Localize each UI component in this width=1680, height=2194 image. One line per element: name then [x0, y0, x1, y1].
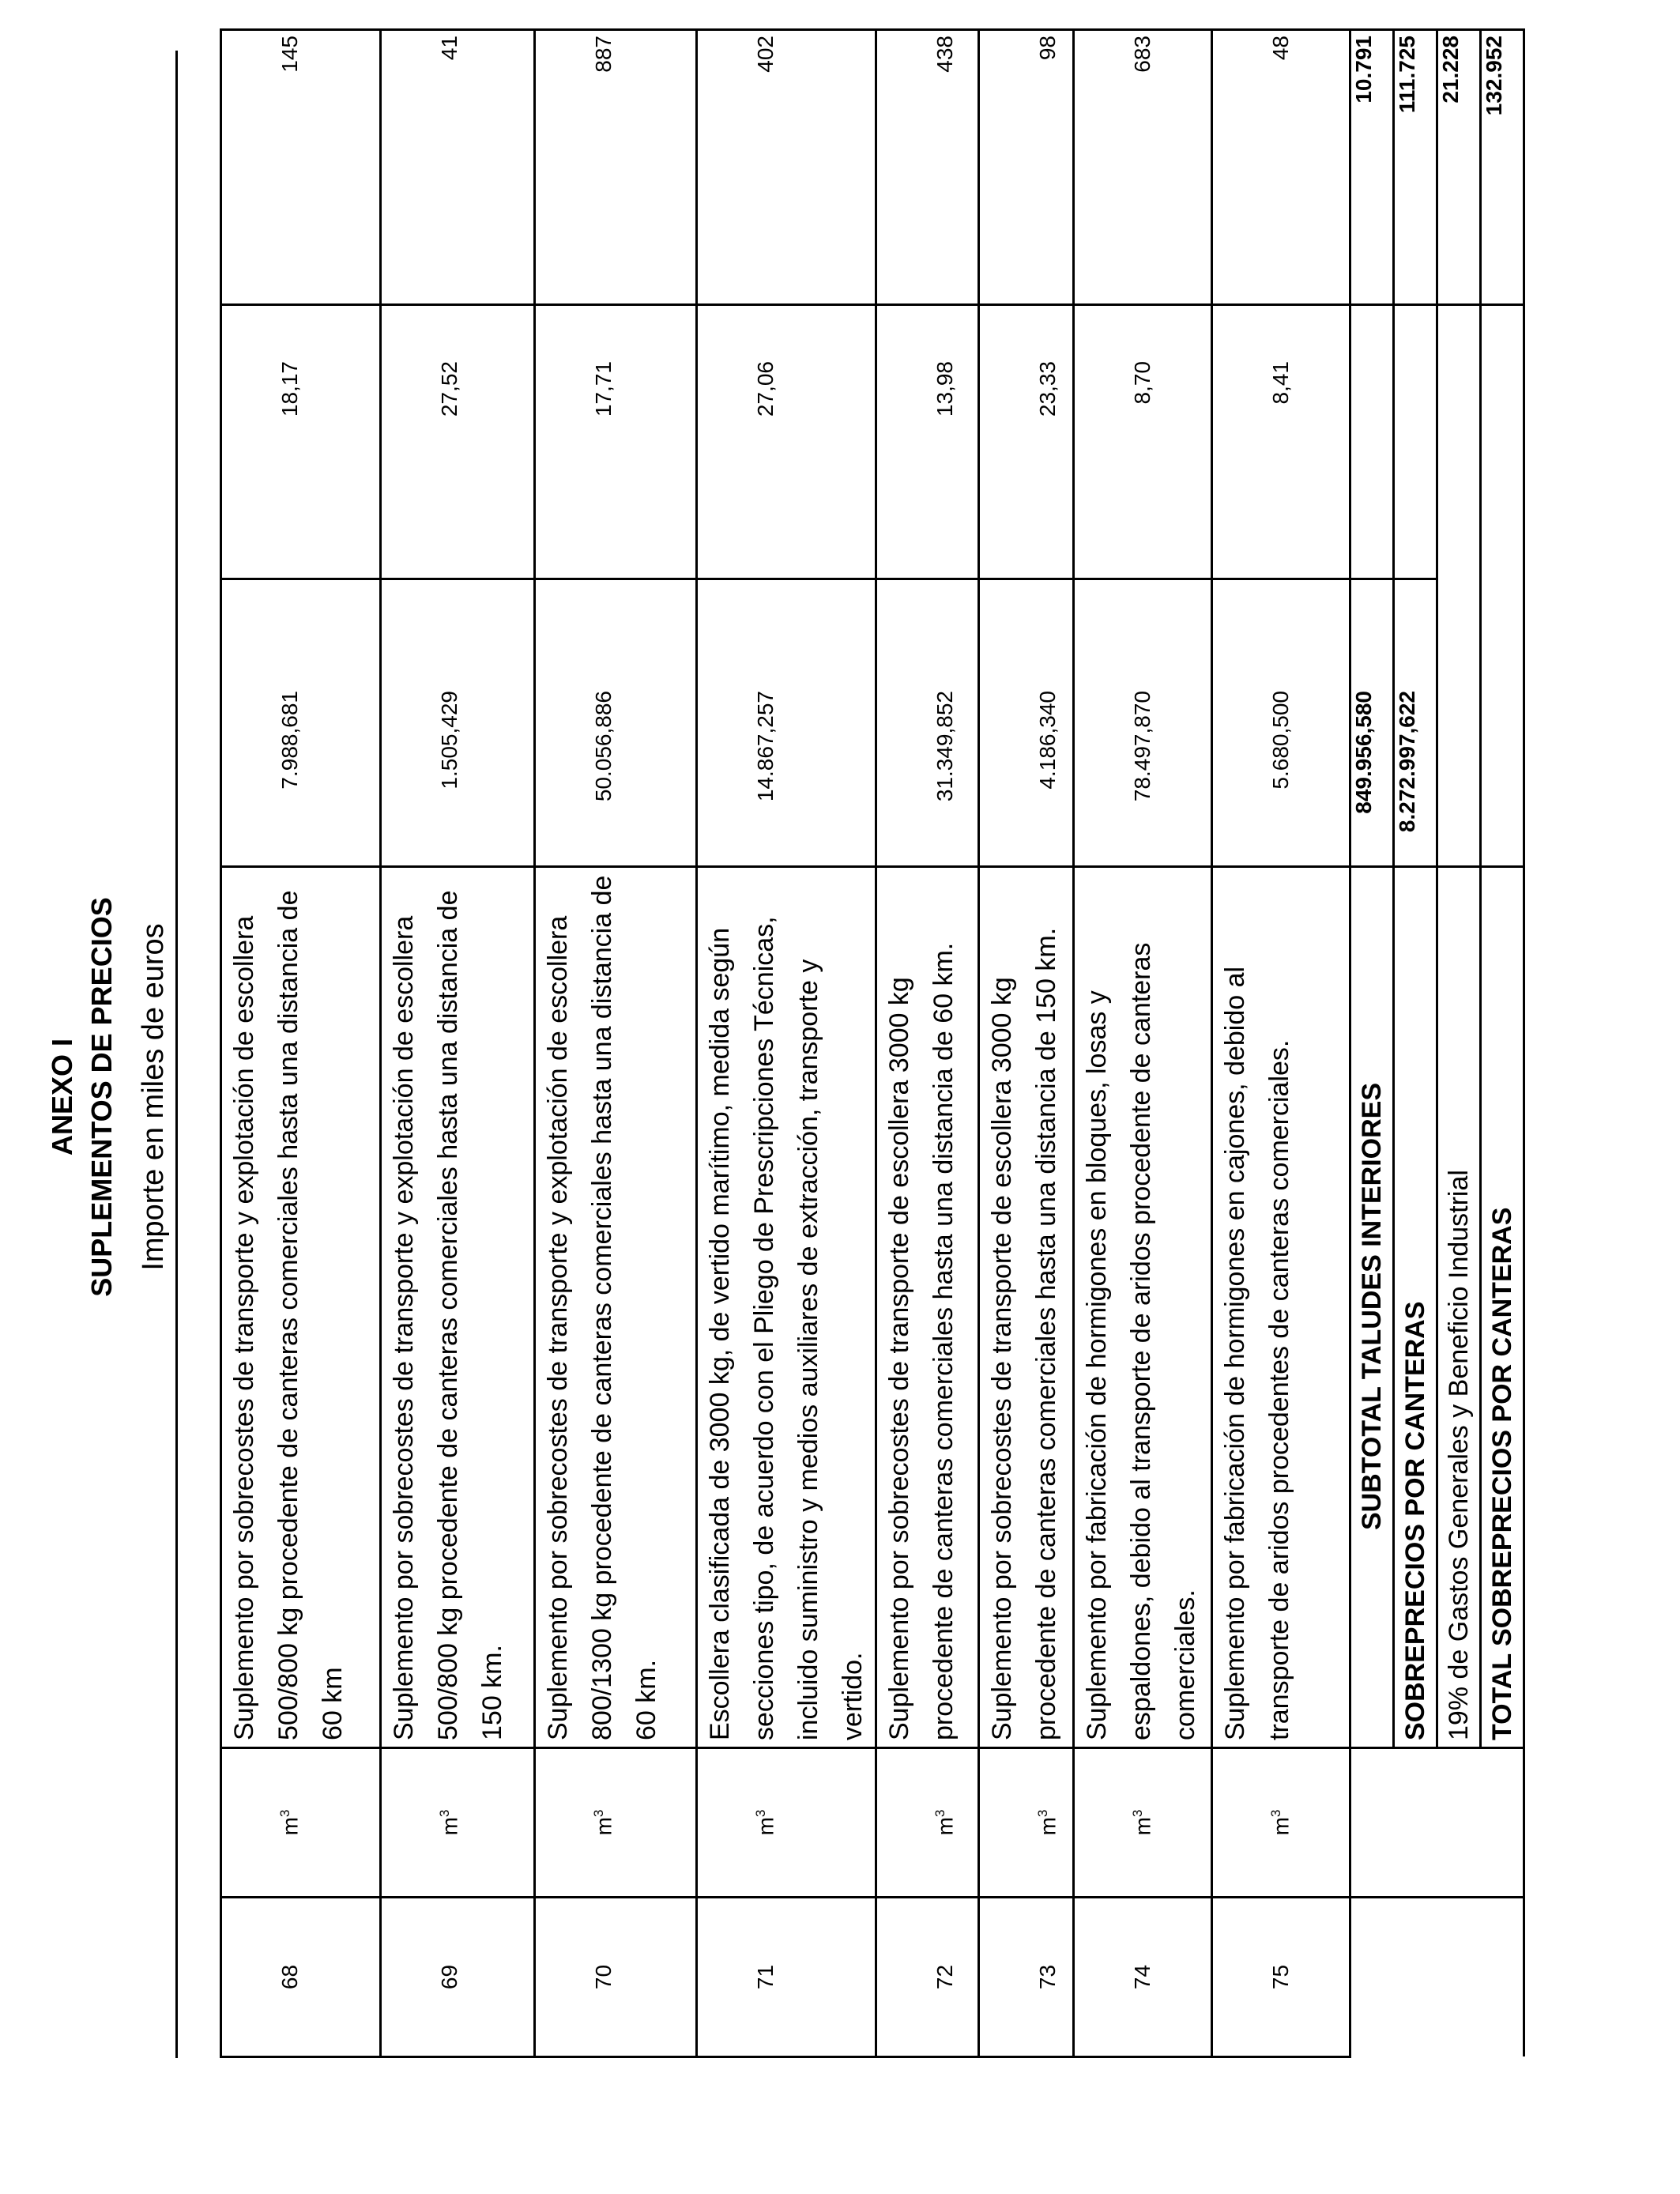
unit-exponent: 3	[753, 1809, 768, 1818]
table-body	[221, 30, 1524, 2057]
gastos-amount: 21.228	[1437, 30, 1481, 305]
item-description: Escollera clasificada de 3000 kg, de vertido marítimo, medida según secciones tipo, de acuerdo con el Pliego de Prescripciones Técnicas, incluido suministro y medios auxiliares de extracción, transporte y vertido.	[697, 867, 876, 1748]
item-price: 27,06	[697, 305, 876, 579]
item-number: 71	[697, 1898, 876, 2057]
item-quantity: 4.186,340	[979, 579, 1074, 867]
item-unit	[221, 1748, 381, 1898]
table-row	[1212, 30, 1350, 2057]
total-amount: 132.952	[1481, 30, 1524, 305]
item-amount: 98	[979, 30, 1074, 305]
sobreprecios-qty: 8.272.997,622	[1394, 579, 1437, 867]
unit-base: m	[437, 1817, 462, 1836]
item-number: 72	[876, 1898, 979, 2057]
item-description: Suplemento por sobrecostes de transporte y explotación de escollera 500/800 kg procedente de canteras comerciales hasta una distancia de 60 km	[221, 867, 381, 1748]
item-amount: 48	[1212, 30, 1350, 305]
item-amount: 402	[697, 30, 876, 305]
item-amount: 145	[221, 30, 381, 305]
item-unit	[381, 1748, 535, 1898]
item-amount: 683	[1074, 30, 1212, 305]
item-unit	[1212, 1748, 1350, 1898]
item-price: 13,98	[876, 305, 979, 579]
unit-exponent: 3	[591, 1809, 606, 1818]
item-unit	[697, 1748, 876, 1898]
page-subtitle: Importe en miles de euros	[137, 923, 170, 1271]
annex-title: ANEXO I	[46, 1038, 78, 1156]
item-quantity: 7.988,681	[221, 579, 381, 867]
item-description: Suplemento por fabricación de hormigones en bloques, losas y espaldones, debido al transporte de aridos procedente de canteras comerciales.	[1074, 867, 1212, 1748]
unit-exponent: 3	[1130, 1809, 1145, 1818]
subtotal-label: SUBTOTAL TALUDES INTERIORES	[1350, 867, 1394, 1748]
unit-base: m	[932, 1817, 958, 1836]
total-label: TOTAL SOBREPRECIOS POR CANTERAS	[1481, 867, 1524, 1748]
item-number: 70	[535, 1898, 697, 2057]
unit-base: m	[1035, 1817, 1060, 1836]
item-number: 69	[381, 1898, 535, 2057]
item-quantity: 14.867,257	[697, 579, 876, 867]
item-price: 8,41	[1212, 305, 1350, 579]
subtotal-row	[1350, 30, 1394, 2057]
total-row	[1481, 30, 1524, 2057]
item-quantity: 78.497,870	[1074, 579, 1212, 867]
price-supplements-table	[220, 28, 1525, 2058]
subtotal-qty: 849.956,580	[1350, 579, 1394, 867]
item-price: 8,70	[1074, 305, 1212, 579]
item-description: Suplemento por fabricación de hormigones en cajones, debido al transporte de aridos procedentes de canteras comerciales.	[1212, 867, 1350, 1748]
unit-exponent: 3	[437, 1809, 452, 1818]
item-quantity: 5.680,500	[1212, 579, 1350, 867]
unit-exponent: 3	[932, 1809, 947, 1818]
table-row	[979, 30, 1074, 2057]
unit-base: m	[1268, 1817, 1294, 1836]
page-title: SUPLEMENTOS DE PRECIOS	[85, 897, 118, 1297]
item-number: 73	[979, 1898, 1074, 2057]
item-unit	[979, 1748, 1074, 1898]
unit-base: m	[1130, 1817, 1155, 1836]
item-amount: 887	[535, 30, 697, 305]
table-row	[535, 30, 697, 2057]
table-row	[221, 30, 381, 2057]
header-divider	[175, 51, 178, 2058]
sobreprecios-row	[1394, 30, 1437, 2057]
table-row	[876, 30, 979, 2057]
subtotal-amount: 10.791	[1350, 30, 1394, 305]
item-quantity: 31.349,852	[876, 579, 979, 867]
item-unit	[876, 1748, 979, 1898]
sobreprecios-label: SOBREPRECIOS POR CANTERAS	[1394, 867, 1437, 1748]
table-row	[1074, 30, 1212, 2057]
item-number: 74	[1074, 1898, 1212, 2057]
item-price: 23,33	[979, 305, 1074, 579]
unit-exponent: 3	[277, 1809, 292, 1818]
table-row	[697, 30, 876, 2057]
item-description: Suplemento por sobrecostes de transporte de escollera 3000 kg procedente de canteras comerciales hasta una distancia de 150 km.	[979, 867, 1074, 1748]
unit-exponent: 3	[1268, 1809, 1283, 1818]
item-unit	[535, 1748, 697, 1898]
table-row	[381, 30, 535, 2057]
item-description: Suplemento por sobrecostes de transporte de escollera 3000 kg procedente de canteras comerciales hasta una distancia de 60 km.	[876, 867, 979, 1748]
item-quantity: 50.056,886	[535, 579, 697, 867]
item-unit	[1074, 1748, 1212, 1898]
item-amount: 438	[876, 30, 979, 305]
item-number: 68	[221, 1898, 381, 2057]
item-price: 18,17	[221, 305, 381, 579]
item-description: Suplemento por sobrecostes de transporte y explotación de escollera 500/800 kg procedente de canteras comerciales hasta una distancia de 150 km.	[381, 867, 535, 1748]
gastos-row	[1437, 30, 1481, 2057]
sobreprecios-amount: 111.725	[1394, 30, 1437, 305]
item-amount: 41	[381, 30, 535, 305]
gastos-label: 19% de Gastos Generales y Beneficio Industrial	[1437, 867, 1481, 1748]
unit-base: m	[753, 1817, 778, 1836]
unit-base: m	[277, 1817, 303, 1836]
item-price: 27,52	[381, 305, 535, 579]
item-description: Suplemento por sobrecostes de transporte y explotación de escollera 800/1300 kg procedente de canteras comerciales hasta una distancia de 60 km.	[535, 867, 697, 1748]
item-quantity: 1.505,429	[381, 579, 535, 867]
item-number: 75	[1212, 1898, 1350, 2057]
unit-exponent: 3	[1035, 1809, 1050, 1818]
unit-base: m	[591, 1817, 616, 1836]
item-price: 17,71	[535, 305, 697, 579]
